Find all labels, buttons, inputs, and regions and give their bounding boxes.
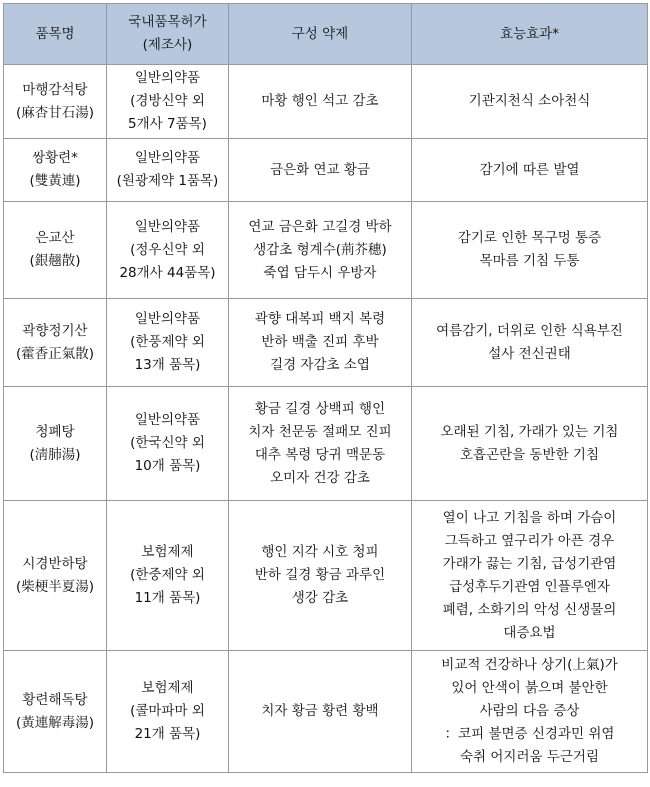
cell-line: 열이 나고 기침을 하며 가슴이 [442,509,617,526]
cell-line: (銀翹散) [29,253,81,269]
cell-line: 13개 품목) [134,357,201,373]
cell-line: (한풍제약 외 [130,334,205,350]
cell-line: 21개 품목) [134,726,201,742]
cell-effects [412,501,648,651]
cell-line: (柴梗半夏湯) [15,578,95,595]
cell-line: (정우신약 외 [130,241,205,258]
table-header-row [4,4,648,65]
cell-permit [107,139,229,202]
cell-line: 11개 품목) [134,590,201,606]
cell-line: 일반의약품 [134,311,201,327]
header-effects [412,4,648,65]
cell-effects [412,299,648,387]
header-product-name [4,4,107,65]
cell-line: 곽향정기산 [22,322,88,339]
cell-line: 마황 행인 석고 감초 [261,93,379,109]
table-row [4,65,648,139]
cell-permit [107,299,229,387]
cell-permit [107,501,229,651]
cell-line: 감기에 따른 발열 [479,161,580,178]
cell-line: 일반의약품 [134,412,201,428]
cell-line: 효능효과* [500,25,559,42]
cell-line: 대증요법 [503,624,556,641]
cell-line: 곽향 대복피 백지 복령 [254,311,386,327]
cell-line: 보험제제 [141,680,194,696]
cell-line: 비교적 건강하나 상기(上氣)가 [441,657,618,673]
cell-line: 설사 전신권태 [488,345,571,362]
cell-line: 일반의약품 [134,70,201,86]
cell-ingredients [229,139,412,202]
cell-line: 연교 금은화 고길경 박하 [248,218,392,235]
cell-line: (한중제약 외 [130,567,205,583]
cell-line: 감기로 인한 목구멍 통증 [457,230,602,246]
cell-permit [107,387,229,501]
cell-line: 가래가 끓는 기침, 급성기관염 [442,555,617,572]
cell-line: 여름감기, 더위로 인한 식욕부진 [436,322,623,339]
cell-line: 숙취 어지러움 두근거림 [460,749,599,765]
cell-line: 그득하고 옆구리가 아픈 경우 [444,532,615,549]
cell-line: 일반의약품 [134,150,201,166]
cell-line: 치자 천문동 절패모 진피 [248,423,392,440]
cell-line: 생강 감초 [291,590,349,606]
cell-ingredients [229,65,412,139]
cell-line: 대추 복령 당귀 맥문동 [254,446,386,463]
cell-line: 급성후두기관염 인플루엔자 [449,578,610,595]
header-permit-manufacturer [107,4,229,65]
cell-line: 길경 자감초 소엽 [270,357,370,373]
herbal-medicine-table [3,3,648,773]
cell-line: 황련해독탕 [22,691,88,708]
cell-line: (黃連解毒湯) [15,714,95,731]
cell-name [4,299,107,387]
cell-line: (콜마파마 외 [130,703,205,719]
table-row [4,299,648,387]
cell-permit [107,65,229,139]
cell-ingredients [229,202,412,299]
cell-line: 금은화 연교 황금 [270,161,370,178]
cell-effects [412,65,648,139]
cell-line: 생감초 형계수(荊芥穗) [253,241,387,258]
cell-permit [107,651,229,773]
cell-line: 반하 백출 진피 후박 [261,334,379,350]
cell-line: (麻杏甘石湯) [15,104,95,121]
cell-line: 청폐탕 [35,423,75,440]
cell-line: 오미자 건강 감초 [270,469,370,486]
cell-line: 마행감석탕 [22,81,88,98]
cell-line: (제조사) [142,37,193,53]
cell-effects [412,139,648,202]
table-row [4,387,648,501]
cell-line: (藿香正氣散) [15,345,95,362]
cell-effects [412,202,648,299]
cell-line: 오래된 기침, 가래가 있는 기침 [440,423,619,440]
cell-line: 사람의 다음 증상 [479,703,580,719]
cell-line: 황금 길경 상백피 행인 [254,400,386,417]
cell-name [4,651,107,773]
header-ingredients [229,4,412,65]
cell-line: 시경반하탕 [22,555,88,572]
cell-line: 28개사 44품목) [119,264,216,281]
cell-permit [107,202,229,299]
cell-line: 구성 약제 [291,25,349,42]
cell-line: 5개사 7품목) [128,116,207,132]
cell-line: 죽엽 담두시 우방자 [263,264,377,281]
cell-line: 행인 지각 시호 청피 [261,544,379,560]
cell-line: 국내품목허가 [128,14,207,30]
cell-ingredients [229,651,412,773]
cell-line: 품목명 [35,25,75,42]
cell-name [4,501,107,651]
cell-name [4,139,107,202]
cell-name [4,65,107,139]
cell-line: (원광제약 1품목) [116,173,219,189]
cell-ingredients [229,387,412,501]
cell-line: 폐렴, 소화기의 악성 신생물의 [442,601,617,618]
cell-line: (경방신약 외 [130,93,205,109]
cell-line: 은교산 [35,230,75,246]
cell-line: 호흡곤란을 동반한 기침 [460,446,599,463]
cell-line: 기관지천식 소아천식 [468,93,591,109]
cell-ingredients [229,299,412,387]
cell-line: 쌍황련* [32,150,78,166]
cell-line: 목마름 기침 두통 [479,253,580,269]
cell-line: 반하 길경 황금 과루인 [254,567,386,583]
cell-line: 치자 황금 황련 황백 [261,703,379,719]
table-row [4,202,648,299]
cell-ingredients [229,501,412,651]
cell-line: 10개 품목) [134,458,201,474]
cell-line: 보험제제 [141,544,194,560]
cell-line: 일반의약품 [134,218,201,235]
cell-effects [412,651,648,773]
table-row [4,501,648,651]
cell-effects [412,387,648,501]
cell-name [4,387,107,501]
cell-line: (雙黃連) [29,173,81,189]
cell-line: ：코피 불면증 신경과민 위염 [444,726,615,742]
cell-name [4,202,107,299]
table-row [4,651,648,773]
table-row [4,139,648,202]
cell-line: (한국신약 외 [130,435,205,451]
cell-line: (淸肺湯) [29,446,81,463]
cell-line: 있어 안색이 붉으며 불안한 [451,680,608,696]
